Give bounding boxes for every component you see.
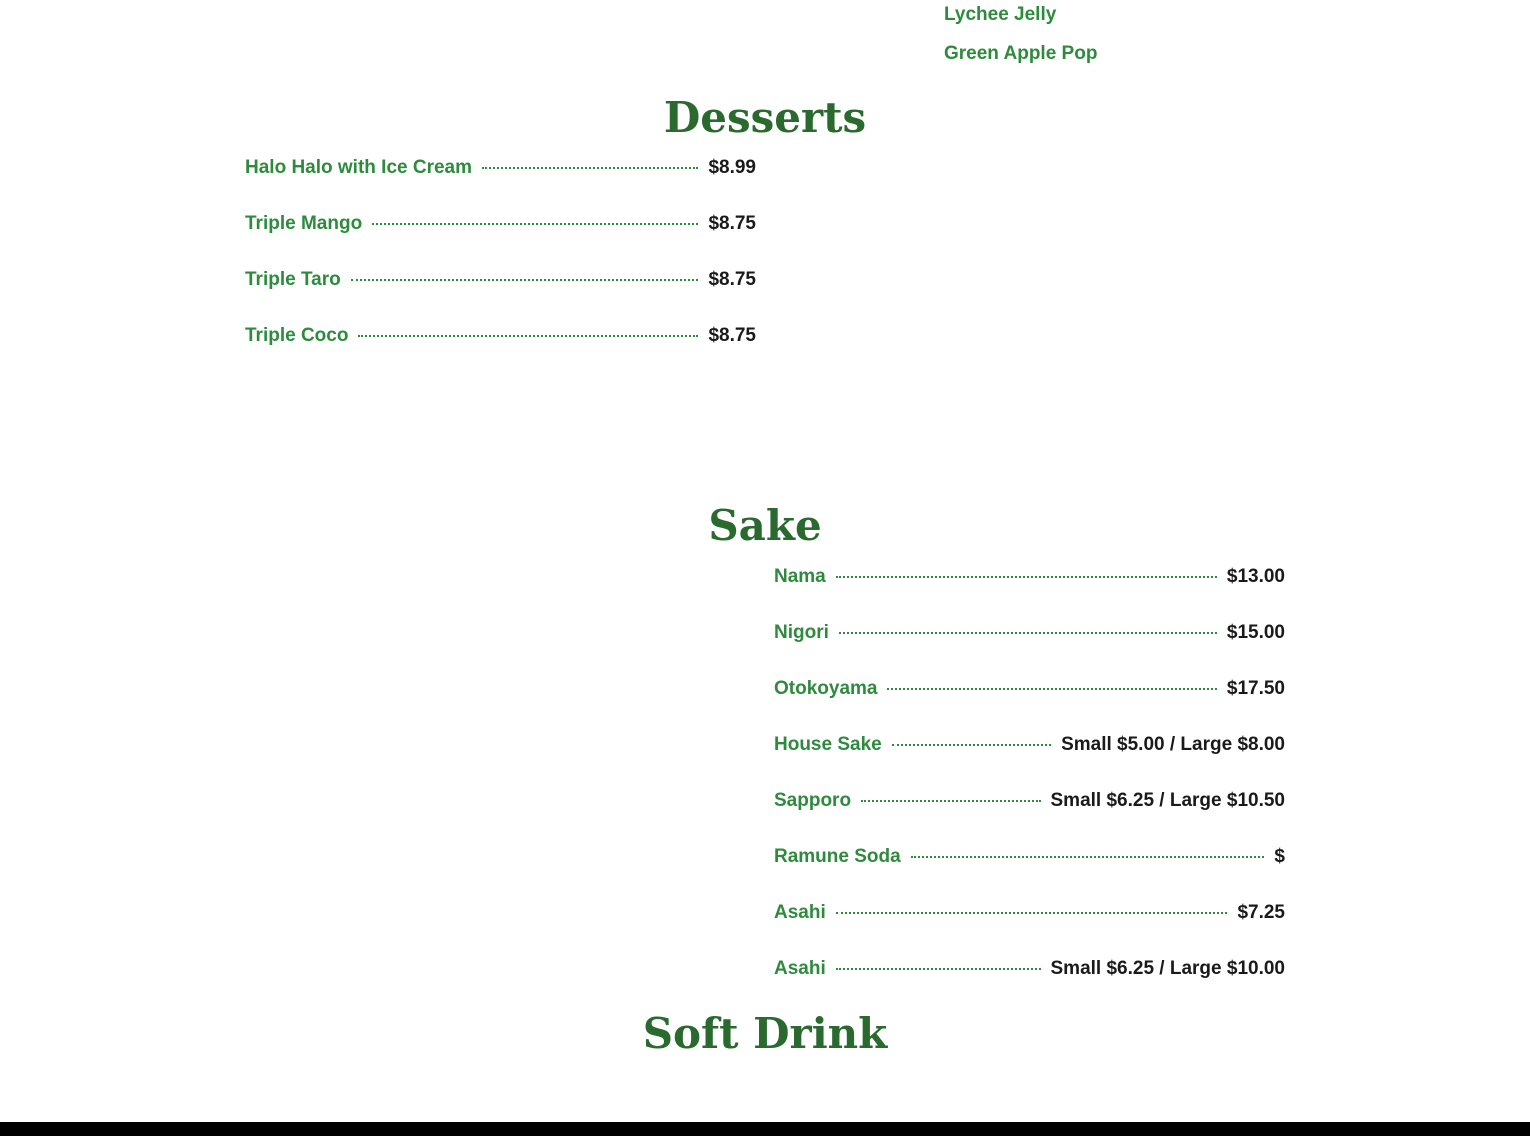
- menu-item-name: Nigori: [774, 622, 829, 643]
- sake-list: [774, 549, 1285, 997]
- menu-item-name: Triple Mango: [245, 213, 363, 234]
- menu-item: [774, 605, 1285, 661]
- menu-item-name: Nama: [774, 566, 826, 587]
- dotted-leader: [839, 632, 1217, 634]
- menu-item: [245, 252, 756, 308]
- dotted-leader: [892, 744, 1051, 746]
- menu-item-price: $17.50: [1226, 678, 1285, 699]
- menu-item-price: Small $6.25 / Large $10.00: [1050, 958, 1285, 979]
- dotted-leader: [836, 912, 1228, 914]
- menu-item-name: Asahi: [774, 902, 826, 923]
- menu-item-price: $13.00: [1226, 566, 1285, 587]
- menu-item: [774, 773, 1285, 829]
- dotted-leader: [351, 279, 699, 281]
- menu-item-name: Ramune Soda: [774, 846, 901, 867]
- menu-item-price: $: [1274, 846, 1285, 867]
- dotted-leader: [861, 800, 1040, 802]
- menu-item-price: $8.75: [708, 213, 756, 234]
- menu-item-price: $15.00: [1226, 622, 1285, 643]
- dotted-leader: [372, 223, 698, 225]
- menu-item-name: Asahi: [774, 958, 826, 979]
- menu-item-name: Otokoyama: [774, 678, 878, 699]
- menu-item-name: Triple Coco: [245, 325, 349, 346]
- dotted-leader: [482, 167, 698, 169]
- menu-item-price: $8.99: [708, 157, 756, 178]
- desserts-list: [245, 140, 756, 364]
- menu-item-name: Triple Taro: [245, 269, 341, 290]
- menu-item: [774, 941, 1285, 997]
- menu-item-name: Sapporo: [774, 790, 852, 811]
- menu-item: [245, 308, 756, 364]
- topping-item: Green Apple Pop: [944, 43, 1098, 64]
- menu-item-name: Halo Halo with Ice Cream: [245, 157, 473, 178]
- desserts-title: Desserts: [663, 93, 867, 142]
- menu-item: [774, 829, 1285, 885]
- menu-item-price: $7.25: [1237, 902, 1285, 923]
- menu-item-price: $8.75: [708, 269, 756, 290]
- menu-item-price: Small $5.00 / Large $8.00: [1061, 734, 1285, 755]
- menu-item: [774, 549, 1285, 605]
- dotted-leader: [358, 335, 698, 337]
- footer-bar: [0, 1122, 1530, 1136]
- dotted-leader: [911, 856, 1265, 858]
- dotted-leader: [836, 576, 1217, 578]
- dotted-leader: [887, 688, 1216, 690]
- menu-item-name: House Sake: [774, 734, 882, 755]
- menu-item: [774, 885, 1285, 941]
- menu-item: [245, 140, 756, 196]
- soft-drink-title: Soft Drink: [642, 1009, 888, 1058]
- menu-item-price: $8.75: [708, 325, 756, 346]
- menu-item: [774, 661, 1285, 717]
- menu-item: [774, 717, 1285, 773]
- menu-item: [245, 196, 756, 252]
- dotted-leader: [836, 968, 1041, 970]
- topping-item: Lychee Jelly: [944, 4, 1057, 25]
- sake-title: Sake: [708, 501, 822, 550]
- menu-item-price: Small $6.25 / Large $10.50: [1050, 790, 1285, 811]
